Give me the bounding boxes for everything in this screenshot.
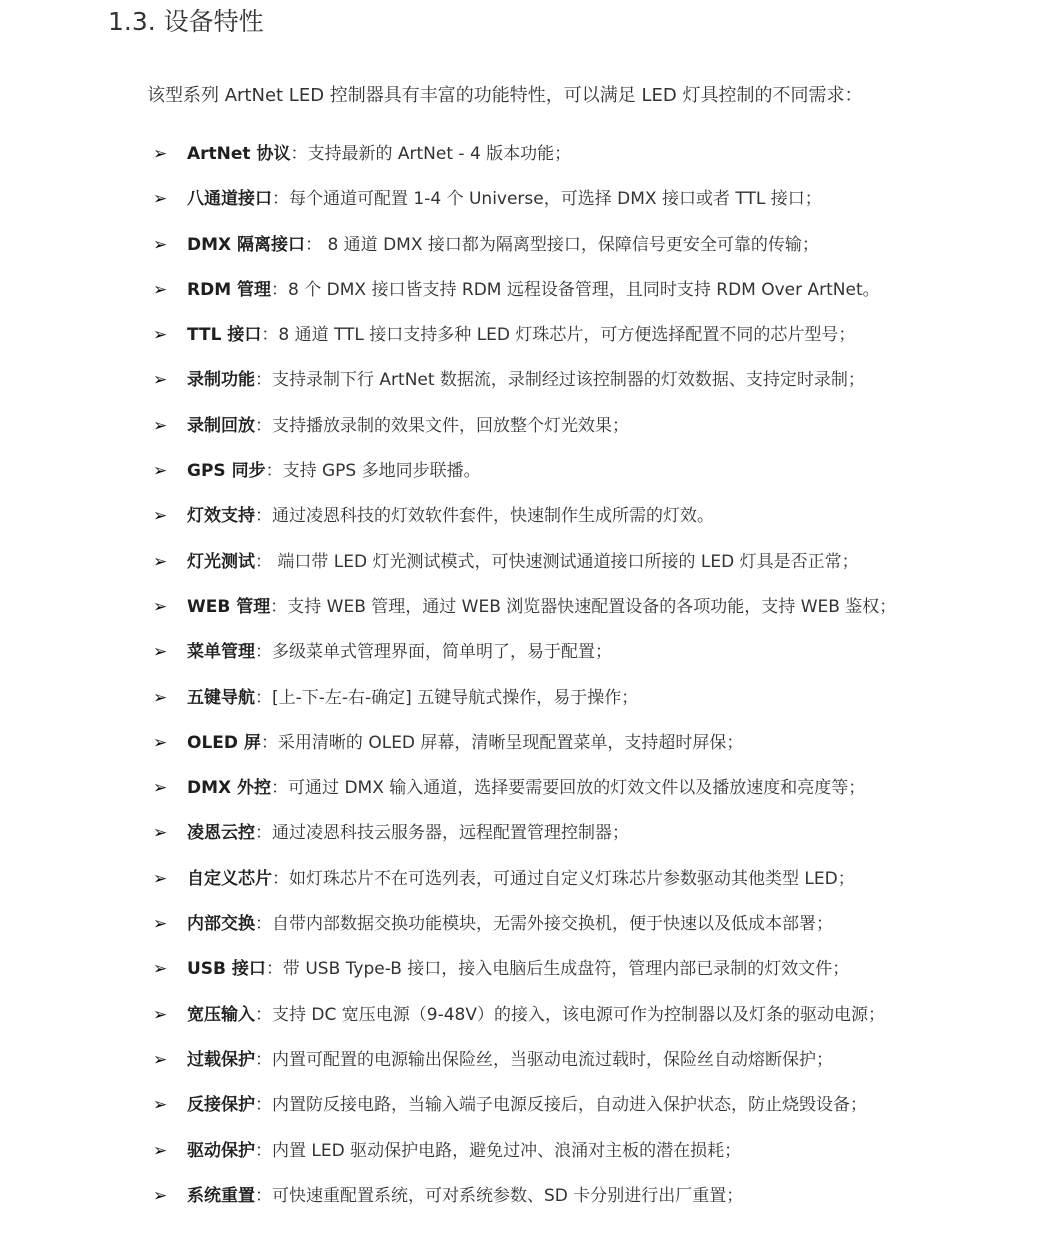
feature-term: 录制功能: [187, 370, 255, 391]
arrow-bullet-icon: ➢: [153, 189, 168, 210]
arrow-bullet-icon: ➢: [153, 506, 168, 527]
feature-description: ：内置 LED 驱动保护电路，避免过冲、浪涌对主板的潜在损耗；: [255, 1140, 742, 1161]
feature-description: ： 8 通道 DMX 接口都为隔离型接口，保障信号更安全可靠的传输；: [305, 234, 819, 255]
feature-description: ：带 USB Type-B 接口，接入电脑后生成盘符，管理内部已录制的灯效文件；: [265, 959, 850, 980]
arrow-bullet-icon: ➢: [153, 778, 168, 799]
feature-description: ：支持最新的 ArtNet - 4 版本功能；: [290, 144, 572, 164]
feature-item: [150, 231, 896, 276]
feature-item: [150, 593, 896, 638]
arrow-bullet-icon: ➢: [153, 234, 168, 255]
arrow-bullet-icon: ➢: [153, 914, 168, 935]
feature-description: ： 端口带 LED 灯光测试模式，可快速测试通道接口所接的 LED 灯具是否正常；: [255, 551, 859, 572]
feature-description: ：支持播放录制的效果文件，回放整个灯光效果；: [255, 415, 629, 436]
arrow-bullet-icon: ➢: [153, 1004, 168, 1025]
feature-item: [150, 1001, 896, 1046]
arrow-bullet-icon: ➢: [153, 1095, 168, 1116]
feature-term: 内部交换: [187, 914, 255, 935]
feature-term: USB 接口: [187, 959, 266, 980]
feature-item: [150, 865, 896, 910]
arrow-bullet-icon: ➢: [153, 461, 168, 482]
arrow-bullet-icon: ➢: [153, 596, 168, 617]
feature-description: ：内置防反接电路，当输入端子电源反接后，自动进入保护状态，防止烧毁设备；: [255, 1095, 867, 1116]
feature-description: ：通过凌恩科技云服务器，远程配置管理控制器；: [255, 823, 629, 844]
arrow-bullet-icon: ➢: [153, 325, 168, 346]
feature-term: 录制回放: [187, 415, 255, 436]
feature-item: [150, 457, 896, 502]
feature-term: TTL 接口: [187, 325, 262, 346]
arrow-bullet-icon: ➢: [153, 1140, 168, 1161]
feature-term: 灯效支持: [187, 506, 255, 527]
feature-term: 五键导航: [187, 687, 255, 708]
feature-item: [150, 321, 896, 366]
feature-term: 宽压输入: [187, 1004, 255, 1025]
feature-description: ：通过凌恩科技的灯效软件套件，快速制作生成所需的灯效。: [255, 506, 714, 527]
feature-item: [150, 1182, 896, 1227]
feature-description: ：如灯珠芯片不在可选列表，可通过自定义灯珠芯片参数驱动其他类型 LED；: [272, 868, 855, 889]
feature-item: [150, 1046, 896, 1091]
arrow-bullet-icon: ➢: [153, 642, 168, 663]
feature-item: [150, 185, 896, 230]
feature-item: [150, 502, 896, 547]
feature-description: ：可快速重配置系统，可对系统参数、SD 卡分别进行出厂重置；: [255, 1185, 744, 1206]
feature-term: ArtNet 协议: [187, 144, 291, 164]
feature-description: ：支持 DC 宽压电源（9-48V）的接入，该电源可作为控制器以及灯条的驱动电源；: [255, 1004, 885, 1025]
feature-term: 自定义芯片: [187, 868, 272, 889]
feature-description: ：支持录制下行 ArtNet 数据流，录制经过该控制器的灯效数据、支持定时录制；: [255, 370, 865, 391]
feature-term: 反接保护: [187, 1095, 255, 1116]
feature-item: [150, 140, 896, 185]
arrow-bullet-icon: ➢: [153, 687, 168, 708]
feature-description: ：多级菜单式管理界面，简单明了，易于配置；: [255, 642, 612, 663]
feature-term: 菜单管理: [187, 642, 255, 663]
feature-description: ：8 通道 TTL 接口支持多种 LED 灯珠芯片，可方便选择配置不同的芯片型号；: [261, 325, 856, 346]
feature-term: DMX 隔离接口: [187, 234, 306, 255]
feature-description: ：支持 WEB 管理，通过 WEB 浏览器快速配置设备的各项功能，支持 WEB 鉴权；: [270, 596, 897, 617]
feature-description: ：8 个 DMX 接口皆支持 RDM 远程设备管理，且同时支持 RDM Over ArtNet。: [271, 279, 880, 300]
feature-item: [150, 276, 896, 321]
feature-term: 系统重置: [187, 1185, 255, 1206]
arrow-bullet-icon: ➢: [153, 279, 168, 300]
feature-item: [150, 548, 896, 593]
feature-term: WEB 管理: [187, 596, 271, 617]
arrow-bullet-icon: ➢: [153, 732, 168, 753]
feature-item: [150, 1091, 896, 1136]
feature-description: ：采用清晰的 OLED 屏幕，清晰呈现配置菜单，支持超时屏保；: [260, 732, 744, 753]
feature-term: 凌恩云控: [187, 823, 255, 844]
feature-description: ：[上-下-左-右-确定] 五键导航式操作，易于操作；: [255, 687, 639, 708]
feature-term: RDM 管理: [187, 279, 272, 300]
feature-item: [150, 774, 896, 819]
feature-item: [150, 638, 896, 683]
arrow-bullet-icon: ➢: [153, 415, 168, 436]
feature-item: [150, 366, 896, 411]
arrow-bullet-icon: ➢: [153, 370, 168, 391]
feature-item: [150, 1137, 896, 1182]
feature-list: [150, 140, 896, 1227]
arrow-bullet-icon: ➢: [153, 1185, 168, 1206]
feature-term: 八通道接口: [187, 189, 272, 210]
feature-description: ：支持 GPS 多地同步联播。: [265, 461, 481, 482]
feature-term: GPS 同步: [187, 461, 266, 482]
arrow-bullet-icon: ➢: [153, 959, 168, 980]
feature-item: [150, 412, 896, 457]
intro-paragraph: 该型系列 ArtNet LED 控制器具有丰富的功能特性，可以满足 LED 灯具控制的不同需求：: [147, 85, 863, 106]
feature-term: OLED 屏: [187, 732, 261, 753]
arrow-bullet-icon: ➢: [153, 551, 168, 572]
feature-description: ：可通过 DMX 输入通道，选择要需要回放的灯效文件以及播放速度和亮度等；: [271, 778, 866, 799]
arrow-bullet-icon: ➢: [153, 144, 168, 164]
feature-description: ：自带内部数据交换功能模块，无需外接交换机，便于快速以及低成本部署；: [255, 914, 833, 935]
feature-term: 过载保护: [187, 1049, 255, 1070]
feature-term: DMX 外控: [187, 778, 272, 799]
arrow-bullet-icon: ➢: [153, 823, 168, 844]
section-heading: 1.3. 设备特性: [108, 7, 264, 36]
feature-term: 驱动保护: [187, 1140, 255, 1161]
feature-description: ：每个通道可配置 1-4 个 Universe，可选择 DMX 接口或者 TTL 接口；: [272, 189, 822, 210]
feature-item: [150, 955, 896, 1000]
feature-item: [150, 819, 896, 864]
arrow-bullet-icon: ➢: [153, 868, 168, 889]
arrow-bullet-icon: ➢: [153, 1049, 168, 1070]
feature-item: [150, 684, 896, 729]
feature-description: ：内置可配置的电源输出保险丝，当驱动电流过载时，保险丝自动熔断保护；: [255, 1049, 833, 1070]
feature-term: 灯光测试: [187, 551, 255, 572]
feature-item: [150, 729, 896, 774]
feature-item: [150, 910, 896, 955]
